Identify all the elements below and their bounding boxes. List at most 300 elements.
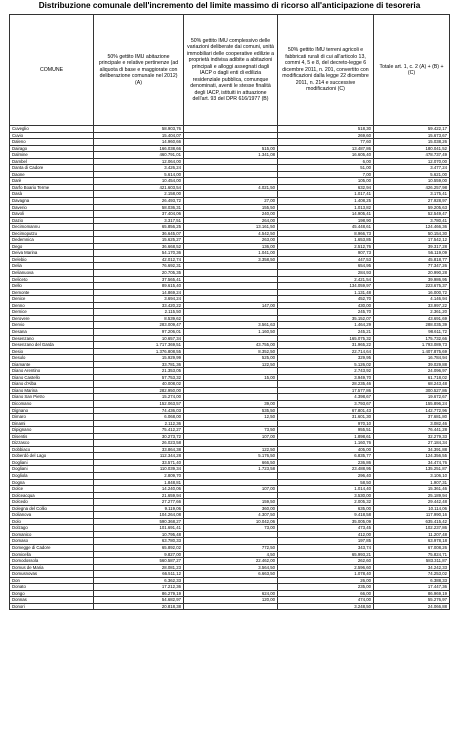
cell-col-c: 970,10 (278, 420, 374, 427)
cell-comune: Desenzano (10, 335, 94, 342)
cell-col-b: 4.021,50 (184, 184, 278, 191)
cell-comune: Daverio (10, 204, 94, 211)
cell-comune: Domusnovas (10, 571, 94, 578)
cell-col-total: 16.000,72 (374, 289, 450, 296)
cell-col-a: 21.659,94 (94, 492, 184, 499)
cell-col-b: 3.358,50 (184, 256, 278, 263)
cell-col-b: 43.755,00 (184, 342, 278, 349)
cell-col-c: 165.075,32 (278, 335, 374, 342)
cell-col-a: 20.705,35 (94, 270, 184, 277)
cell-col-a: 10.657,34 (94, 335, 184, 342)
cell-comune: Demonte (10, 289, 94, 296)
cell-col-c: 6,00 (278, 158, 374, 165)
cell-col-total: 135.251,87 (374, 466, 450, 473)
cell-col-c: 3.949,70 (278, 374, 374, 381)
cell-col-b: 4.307,50 (184, 512, 278, 519)
cell-comune: Desulo (10, 355, 94, 362)
cell-col-b: 122,50 (184, 361, 278, 368)
cell-col-total: 24.066,88 (374, 603, 450, 610)
cell-col-a: 421.603,54 (94, 184, 184, 191)
cell-col-total: 1.907,31 (374, 479, 450, 486)
cell-col-c: 7,00 (278, 171, 374, 178)
cell-col-c: 412,00 (278, 531, 374, 538)
cell-col-a: 74.436,03 (94, 407, 184, 414)
cell-col-total: 478.737,49 (374, 152, 450, 159)
cell-comune: Dolceacqua (10, 492, 94, 499)
cell-col-a: 89.615,40 (94, 283, 184, 290)
cell-col-c: 343,74 (278, 545, 374, 552)
cell-comune: Dizzasco (10, 440, 94, 447)
cell-col-c: 8.966,73 (278, 230, 374, 237)
cell-col-c: 5.126,02 (278, 361, 374, 368)
cell-col-c: 9.418,58 (278, 512, 374, 519)
cell-col-total: 117.990,16 (374, 512, 450, 519)
table-body (10, 126, 450, 610)
cell-col-total: 583.311,87 (374, 558, 450, 565)
cell-col-b: 535,50 (184, 407, 278, 414)
cell-col-total: 52.549,47 (374, 211, 450, 218)
distribution-table (9, 14, 450, 610)
cell-col-total: 61.718,02 (374, 374, 450, 381)
cell-col-c: 518,30 (278, 126, 374, 133)
cell-col-b: 1.341,08 (184, 152, 278, 159)
cell-col-a: 75.412,27 (94, 427, 184, 434)
cell-col-a: 76.692,31 (94, 263, 184, 270)
cell-comune: Davoli (10, 211, 94, 218)
cell-col-a: 33.571,40 (94, 459, 184, 466)
cell-col-c: 31.601,30 (278, 414, 374, 421)
cell-col-b: 624,00 (184, 590, 278, 597)
cell-col-b: 159,50 (184, 499, 278, 506)
cell-comune: Dongo (10, 590, 94, 597)
cell-comune: Domegge di Cadore (10, 545, 94, 552)
cell-col-a: 15.274,00 (94, 394, 184, 401)
cell-comune: Dignano (10, 407, 94, 414)
cell-comune: Domus de Maria (10, 564, 94, 571)
cell-col-total: 15.673,67 (374, 132, 450, 139)
cell-col-total: 98.611,72 (374, 328, 450, 335)
cell-comune: Domicella (10, 551, 94, 558)
cell-col-a: 166.038,66 (94, 145, 184, 152)
cell-col-a: 9.119,06 (94, 505, 184, 512)
cell-col-a: 40.008,02 (94, 381, 184, 388)
cell-col-c: 1.131,48 (278, 289, 374, 296)
cell-col-total: 16.784,94 (374, 355, 450, 362)
cell-col-b: 264,00 (184, 217, 278, 224)
cell-col-total: 74.253,02 (374, 571, 450, 578)
document-title: Distribuzione comunale dell'incremento del limite massimo di ricorso all'anticipazione di tesoreria (38, 1, 421, 10)
cell-col-c: 3.530,00 (278, 492, 374, 499)
cell-col-total: 155.896,24 (374, 400, 450, 407)
cell-comune: Dogliola (10, 472, 94, 479)
table-header-row (10, 15, 450, 126)
cell-col-a: 86.279,19 (94, 590, 184, 597)
header-col-a: 50% gettito IMU abitazione principale e relative pertinenze (ad aliquota di base e maggiorate con deliberazione comunale nel 2012) (A) (94, 15, 184, 126)
cell-comune: Decimoputzu (10, 230, 94, 237)
cell-col-total: 124.356,55 (374, 453, 450, 460)
cell-col-total: 59.422,17 (374, 126, 450, 133)
cell-col-c: 473,45 (278, 525, 374, 532)
cell-col-c: 1.653,85 (278, 237, 374, 244)
cell-comune: Dolce (10, 486, 94, 493)
cell-col-c: 67.801,43 (278, 407, 374, 414)
cell-col-a: 560.587,27 (94, 558, 184, 565)
cell-col-total: 67.008,26 (374, 545, 450, 552)
cell-col-b: 8.352,50 (184, 348, 278, 355)
cell-col-total: 12.070,00 (374, 158, 450, 165)
cell-col-c: 2.005,32 (278, 499, 374, 506)
cell-col-c: 35.005,09 (278, 518, 374, 525)
cell-col-b: 240,00 (184, 211, 278, 218)
cell-col-b: 39,00 (184, 400, 278, 407)
cell-col-total: 19.672,67 (374, 394, 450, 401)
cell-col-c: 654,95 (278, 263, 374, 270)
cell-comune: Dipignano (10, 427, 94, 434)
cell-comune: Dolianova (10, 512, 94, 519)
cell-col-b: 147,00 (184, 302, 278, 309)
cell-col-c: 105,00 (278, 178, 374, 185)
cell-col-a: 110.039,34 (94, 466, 184, 473)
cell-comune: Doberdò del Lago (10, 453, 94, 460)
cell-col-a: 2.115,50 (94, 309, 184, 316)
cell-col-b: 73,50 (184, 427, 278, 434)
cell-comune: Derovere (10, 315, 94, 322)
cell-col-total: 39.029,88 (374, 361, 450, 368)
cell-comune: Davagna (10, 198, 94, 205)
cell-col-c: 3.793,67 (278, 400, 374, 407)
cell-col-a: 9.827,00 (94, 551, 184, 558)
cell-col-total: 50.154,30 (374, 230, 450, 237)
cell-col-total: 27.184,34 (374, 440, 450, 447)
cell-col-total: 300.527,86 (374, 387, 450, 394)
cell-col-total: 37.681,80 (374, 414, 450, 421)
cell-col-total: 63.978,18 (374, 538, 450, 545)
cell-col-a: 2.158,00 (94, 191, 184, 198)
cell-col-total: 34.474,76 (374, 459, 450, 466)
cell-col-total: 86.969,19 (374, 590, 450, 597)
cell-col-a: 104.264,08 (94, 512, 184, 519)
cell-col-c: 269,60 (278, 132, 374, 139)
cell-col-a: 37.404,06 (94, 211, 184, 218)
cell-col-a: 2.112,36 (94, 420, 184, 427)
cell-col-total: 1.407.875,69 (374, 348, 450, 355)
cell-col-b: 73,00 (184, 525, 278, 532)
cell-col-total: 124.466,36 (374, 224, 450, 231)
cell-col-c: 284,93 (278, 270, 374, 277)
cell-col-b: 13.161,50 (184, 224, 278, 231)
cell-col-c: 2.596,60 (278, 564, 374, 571)
cell-col-a: 54.170,36 (94, 250, 184, 257)
cell-comune: Delianuova (10, 270, 94, 277)
cell-col-total: 15.361,46 (374, 486, 450, 493)
cell-comune: Dolcedo (10, 499, 94, 506)
cell-col-c: 296,40 (278, 472, 374, 479)
cell-col-b: 15,00 (184, 374, 278, 381)
cell-comune: Dolzago (10, 525, 94, 532)
cell-col-c: 45.448,61 (278, 224, 374, 231)
cell-col-a: 20.818,38 (94, 603, 184, 610)
header-col-b: 50% gettito IMU complessivo delle variazioni deliberate dai comuni, unità immobiliari delle cooperative edilizie a proprietà indivisa adibite a abitazioni principali e alloggi assegnati dagli IACP o dagli enti di edilizia residenziale pubblica, comunque denominati, aventi le stesse finalità degli IACP, istituiti in attuazione dell'art. 93 del DPR 616/1977 (B) (184, 15, 278, 126)
cell-comune: Decimomannu (10, 224, 94, 231)
cell-col-b (184, 603, 278, 610)
cell-col-a: 42.012,74 (94, 256, 184, 263)
cell-col-a: 15.404,07 (94, 132, 184, 139)
cell-col-a: 12.064,00 (94, 158, 184, 165)
cell-col-total: 223.675,37 (374, 283, 450, 290)
table-row (10, 603, 450, 610)
cell-comune: Cuvio (10, 132, 94, 139)
cell-col-c: 4.398,67 (278, 394, 374, 401)
cell-col-b: 525,00 (184, 355, 278, 362)
cell-comune: Dedemnica (10, 237, 94, 244)
cell-col-c: 6.835,77 (278, 453, 374, 460)
cell-comune: Diano Castello (10, 374, 94, 381)
cell-col-total: 59.205,63 (374, 204, 450, 211)
header-col-total: Totale art. 1, c. 2 (A) + (B) + (C) (374, 15, 450, 126)
cell-comune: Danta di Cadore (10, 165, 94, 172)
cell-col-a: 283.009,47 (94, 322, 184, 329)
cell-col-a: 58.036,31 (94, 204, 184, 211)
cell-comune: Denice (10, 296, 94, 303)
cell-col-total: 3.082,46 (374, 420, 450, 427)
cell-col-a: 30.273,72 (94, 433, 184, 440)
cell-comune: Desenzano del Garda (10, 342, 94, 349)
cell-col-b: 666,50 (184, 459, 278, 466)
cell-col-total: 635.415,42 (374, 518, 450, 525)
cell-comune: Darfo Boario Terme (10, 184, 94, 191)
cell-col-a: 5.614,00 (94, 171, 184, 178)
cell-col-total: 34.242,33 (374, 564, 450, 571)
cell-col-c: 1.013,82 (278, 204, 374, 211)
cell-col-c: 1.160,76 (278, 440, 374, 447)
cell-col-total: 45.818,77 (374, 256, 450, 263)
cell-col-a: 14.869,24 (94, 289, 184, 296)
cell-col-c: 1.464,29 (278, 322, 374, 329)
cell-col-a: 33.781,36 (94, 361, 184, 368)
cell-comune: Dolegna del Collio (10, 505, 94, 512)
cell-col-c: 2.743,92 (278, 368, 374, 375)
cell-comune: Desana (10, 328, 94, 335)
cell-col-a: 460.791,01 (94, 152, 184, 159)
cell-comune: Darè (10, 178, 94, 185)
cell-col-total: 102.237,86 (374, 525, 450, 532)
cell-col-b: 27,00 (184, 198, 278, 205)
cell-comune: Dolo (10, 518, 94, 525)
cell-col-total: 17.447,36 (374, 584, 450, 591)
cell-col-total: 2.361,20 (374, 309, 450, 316)
cell-col-a: 2.809,70 (94, 472, 184, 479)
cell-col-total: 11.207,48 (374, 531, 450, 538)
cell-col-total: 3.477,24 (374, 165, 450, 172)
cell-col-a: 3.426,24 (94, 165, 184, 172)
cell-col-c: 197,85 (278, 538, 374, 545)
cell-col-a: 1.376.808,55 (94, 348, 184, 355)
cell-col-total: 175.732,66 (374, 335, 450, 342)
cell-col-a: 3.694,24 (94, 296, 184, 303)
cell-col-b: 6.663,50 (184, 571, 278, 578)
cell-col-total: 29.442,48 (374, 499, 450, 506)
cell-col-a: 8.539,62 (94, 315, 184, 322)
cell-comune: Domaso (10, 538, 94, 545)
cell-col-c: 262,60 (278, 558, 374, 565)
cell-comune: Denno (10, 302, 94, 309)
cell-col-b: 22.462,00 (184, 558, 278, 565)
cell-comune: Dervio (10, 322, 94, 329)
cell-col-a: 1.717.369,51 (94, 342, 184, 349)
cell-comune: Diano d'Alba (10, 381, 94, 388)
cell-comune: Diamante (10, 361, 94, 368)
cell-col-total: 24.096,97 (374, 368, 450, 375)
cell-comune: Deiva Marina (10, 250, 94, 257)
cell-col-a: 17.212,36 (94, 584, 184, 591)
cell-comune: Dogliani (10, 466, 94, 473)
cell-col-c: 3.248,50 (278, 603, 374, 610)
cell-col-total: 15.038,26 (374, 139, 450, 146)
cell-col-a: 26.023,58 (94, 440, 184, 447)
cell-col-total: 39.986,95 (374, 276, 450, 283)
cell-col-b: 1.723,58 (184, 466, 278, 473)
cell-col-b: 360,00 (184, 505, 278, 512)
cell-col-a: 97.206,01 (94, 328, 184, 335)
cell-col-c: 447,53 (278, 256, 374, 263)
cell-col-total: 39.317,28 (374, 243, 450, 250)
cell-col-c: 28.235,46 (278, 381, 374, 388)
cell-col-c: 405,00 (278, 446, 374, 453)
cell-col-c: 955,51 (278, 427, 374, 434)
cell-comune: Dimaro (10, 414, 94, 421)
cell-comune: Deliceto (10, 276, 94, 283)
cell-col-total: 43.691,69 (374, 315, 450, 322)
cell-col-a: 26.493,72 (94, 198, 184, 205)
cell-col-a: 10.795,48 (94, 531, 184, 538)
header-comune: COMUNE (10, 15, 94, 126)
cell-comune: Domanico (10, 531, 94, 538)
cell-col-a: 65.856,25 (94, 224, 184, 231)
cell-comune: Dogna (10, 479, 94, 486)
cell-col-c: 58,50 (278, 479, 374, 486)
cell-comune: Domodossola (10, 558, 94, 565)
cell-comune: Dernice (10, 309, 94, 316)
cell-comune: Cuveglio (10, 126, 94, 133)
cell-col-c: 13.487,86 (278, 145, 374, 152)
cell-col-c: 198,90 (278, 217, 374, 224)
cell-col-total: 32.279,33 (374, 433, 450, 440)
cell-col-c: 2.512,76 (278, 243, 374, 250)
cell-comune: Dasà (10, 191, 94, 198)
cell-col-total: 56.119,09 (374, 250, 450, 257)
cell-comune: Dambel (10, 158, 94, 165)
cell-col-b: 772,50 (184, 545, 278, 552)
cell-col-c: 51,00 (278, 165, 374, 172)
cell-col-c: 632,94 (278, 184, 374, 191)
cell-comune: Dello (10, 283, 94, 290)
cell-col-a: 590.368,27 (94, 518, 184, 525)
cell-col-c: 2.421,54 (278, 276, 374, 283)
cell-col-total: 3.106,10 (374, 472, 450, 479)
cell-col-a: 58.903,76 (94, 126, 184, 133)
cell-comune: Dalmine (10, 152, 94, 159)
cell-col-c: 17.577,86 (278, 387, 374, 394)
cell-col-a: 27.277,66 (94, 499, 184, 506)
cell-comune: Disentis (10, 433, 94, 440)
cell-col-c: 66,00 (278, 590, 374, 597)
cell-col-a: 6.068,00 (94, 414, 184, 421)
cell-col-total: 68.243,48 (374, 381, 450, 388)
cell-col-c: 635,00 (278, 505, 374, 512)
cell-col-a: 33.420,22 (94, 302, 184, 309)
cell-col-a: 65.892,02 (94, 545, 184, 552)
cell-comune: Diano Marina (10, 387, 94, 394)
cell-comune: Delia (10, 263, 94, 270)
cell-col-c: 1.898,61 (278, 433, 374, 440)
cell-col-a: 14.960,66 (94, 139, 184, 146)
cell-col-b: 10.042,06 (184, 518, 278, 525)
cell-col-b: 107,00 (184, 433, 278, 440)
cell-comune: Dinami (10, 420, 94, 427)
cell-col-a: 66.511,12 (94, 571, 184, 578)
cell-col-total: 288.035,39 (374, 322, 450, 329)
cell-col-a: 1.848,81 (94, 479, 184, 486)
cell-comune: Donnas (10, 597, 94, 604)
header-col-c: 50% gettito IMU terreni agricoli e fabbricati rurali di cui all'articolo 13, commi 4, 5 e 8, del decreto-legge 6 dicembre 2011, n. 201, convertito con modificazioni dalla legge 22 dicembre 2011, n. 214 e successive modificazioni (C) (278, 15, 374, 126)
cell-col-total: 180.041,52 (374, 145, 450, 152)
cell-col-c: 452,70 (278, 296, 374, 303)
cell-col-total: 27.928,97 (374, 198, 450, 205)
cell-col-c: 35.152,07 (278, 315, 374, 322)
cell-col-b: 12,50 (184, 414, 278, 421)
cell-col-total: 55.276,97 (374, 597, 450, 604)
cell-comune: Dazio (10, 217, 94, 224)
cell-comune: Dego (10, 243, 94, 250)
cell-col-a: 3.317,51 (94, 217, 184, 224)
cell-col-a: 36.668,52 (94, 243, 184, 250)
cell-comune: Delebio (10, 256, 94, 263)
cell-col-a: 37.565,41 (94, 276, 184, 283)
cell-col-total: 3.780,41 (374, 217, 450, 224)
cell-col-c: 22.714,64 (278, 348, 374, 355)
cell-col-b: 136,00 (184, 243, 278, 250)
cell-col-b: 4.542,50 (184, 230, 278, 237)
cell-col-a: 101.691,41 (94, 525, 184, 532)
cell-col-a: 21.353,05 (94, 368, 184, 375)
cell-col-total: 10.559,00 (374, 178, 450, 185)
cell-col-a: 57.753,32 (94, 374, 184, 381)
cell-col-c: 245,70 (278, 309, 374, 316)
cell-col-c: 907,73 (278, 250, 374, 257)
cell-comune: Dicomano (10, 400, 94, 407)
cell-col-a: 15.625,27 (94, 237, 184, 244)
cell-col-a: 112.344,28 (94, 453, 184, 460)
cell-col-total: 77.347,26 (374, 263, 450, 270)
cell-col-a: 63.780,33 (94, 538, 184, 545)
cell-col-b: 155,50 (184, 204, 278, 211)
cell-col-a: 14.240,06 (94, 486, 184, 493)
cell-col-c: 235,00 (278, 584, 374, 591)
cell-col-c: 430,00 (278, 302, 374, 309)
cell-col-c: 1.014,40 (278, 486, 374, 493)
cell-col-total: 1.793.089,73 (374, 342, 450, 349)
cell-col-a: 15.929,99 (94, 355, 184, 362)
cell-col-a: 36.645,07 (94, 230, 184, 237)
cell-col-total: 20.990,28 (374, 270, 450, 277)
cell-col-b: 1.041,00 (184, 250, 278, 257)
cell-col-c: 16.605,40 (278, 152, 374, 159)
cell-col-b: 5.176,50 (184, 453, 278, 460)
cell-comune: Donori (10, 603, 94, 610)
cell-col-total: 34.391,88 (374, 446, 450, 453)
cell-comune: Daone (10, 171, 94, 178)
cell-comune: Diano San Pietro (10, 394, 94, 401)
